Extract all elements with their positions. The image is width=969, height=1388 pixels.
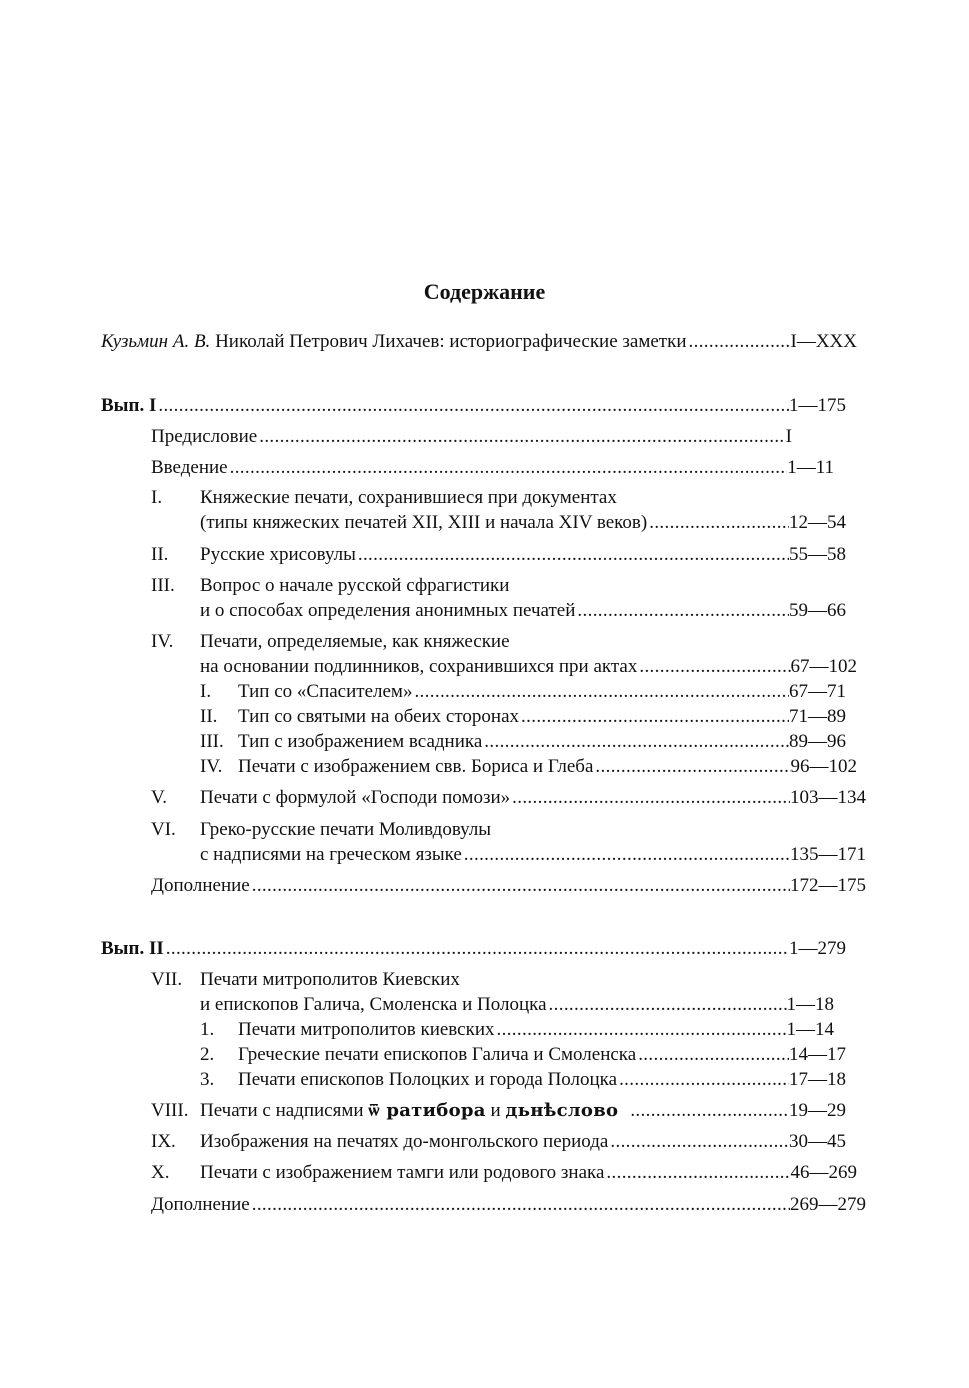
intro-title: Николай Петрович Лихачев: историографические заметки xyxy=(215,331,687,352)
dot-leader xyxy=(250,874,790,898)
ch8-number: VIII. xyxy=(151,1100,189,1121)
dot-leader xyxy=(647,511,789,535)
ch7-sub1-pages: 1—14 xyxy=(786,1019,834,1040)
vol2-supplement-title: Дополнение xyxy=(151,1194,250,1215)
dot-leader xyxy=(617,1068,789,1092)
introduction-pages: 1—11 xyxy=(787,457,834,478)
toc-entry-ch6[interactable] xyxy=(200,843,866,867)
dot-leader xyxy=(510,786,790,810)
preface-pages: I xyxy=(785,426,792,447)
vol2-label: Вып. II xyxy=(101,938,164,959)
ch9-title: Изображения на печатях до-монгольского периода xyxy=(200,1131,609,1152)
ch2-title: Русские хрисовулы xyxy=(200,544,356,565)
ch1-title-line1[interactable]: Княжеские печати, сохранившиеся при документах xyxy=(200,487,617,508)
ch5-pages: 103—134 xyxy=(790,787,866,808)
toc-entry-vol1-supplement[interactable] xyxy=(151,874,866,898)
ch2-pages: 55—58 xyxy=(789,544,846,565)
toc-entry-ch4[interactable] xyxy=(200,655,857,679)
toc-entry-ch9[interactable] xyxy=(200,1130,846,1154)
toc-entry-ch7-sub1[interactable] xyxy=(238,1018,834,1042)
ch4-sub3-number: III. xyxy=(200,731,224,752)
toc-entry-preface[interactable] xyxy=(151,425,792,449)
dot-leader xyxy=(156,394,789,418)
dot-leader xyxy=(637,655,790,679)
vol1-supplement-title: Дополнение xyxy=(151,875,250,896)
ch7-sub3-pages: 17—18 xyxy=(789,1069,846,1090)
ch4-sub1-title: Тип со «Спасителем» xyxy=(238,681,413,702)
ch4-pages: 67—102 xyxy=(790,656,857,677)
vol2-supplement-pages: 269—279 xyxy=(790,1194,866,1215)
intro-pages: I—XXX xyxy=(790,331,857,352)
toc-entry-vol1[interactable] xyxy=(101,394,846,418)
toc-entry-ch7-sub2[interactable] xyxy=(238,1043,846,1067)
ch4-sub1-pages: 67—71 xyxy=(789,681,846,702)
ch10-number: X. xyxy=(151,1162,170,1183)
vol1-supplement-pages: 172—175 xyxy=(790,875,866,896)
ch5-number: V. xyxy=(151,787,168,808)
ch1-number: I. xyxy=(151,487,163,508)
toc-entry-ch4-sub4[interactable] xyxy=(238,755,857,779)
dot-leader xyxy=(164,937,789,961)
ch4-sub4-pages: 96—102 xyxy=(790,756,857,777)
toc-entry-vol2-supplement[interactable] xyxy=(151,1193,866,1217)
toc-entry-ch7[interactable] xyxy=(200,993,834,1017)
intro-author: Кузьмин А. В. xyxy=(101,331,211,352)
preface-title: Предисловие xyxy=(151,426,258,447)
toc-entry-introduction[interactable] xyxy=(151,456,834,480)
ch4-title-line1[interactable]: Печати, определяемые, как княжеские xyxy=(200,631,510,652)
ch4-sub4-title: Печати с изображением свв. Бориса и Глеба xyxy=(238,756,594,777)
toc-entry-ch4-sub2[interactable] xyxy=(238,705,846,729)
vol2-pages: 1—279 xyxy=(789,938,846,959)
vol1-pages: 1—175 xyxy=(789,395,846,416)
dot-leader xyxy=(593,755,790,779)
ch6-title-line1[interactable]: Греко-русские печати Моливдовулы xyxy=(200,819,492,840)
ch7-title-line1[interactable]: Печати митрополитов Киевских xyxy=(200,969,460,990)
toc-entry-intro[interactable] xyxy=(101,330,857,354)
ch4-sub1-number: I. xyxy=(200,681,212,702)
ch4-sub3-title: Тип с изображением всадника xyxy=(238,731,483,752)
ch1-pages: 12—54 xyxy=(789,512,846,533)
dot-leader xyxy=(636,1043,789,1067)
vol1-label: Вып. I xyxy=(101,395,157,416)
ch8-conjunction: и xyxy=(490,1100,501,1121)
dot-leader xyxy=(356,543,789,567)
ch4-number: IV. xyxy=(151,631,174,652)
ch7-sub3-title: Печати епископов Полоцких и города Полоцка xyxy=(238,1069,618,1090)
toc-entry-vol2[interactable] xyxy=(101,937,846,961)
ch8-inscription-1: ѿ ратибора xyxy=(368,1100,486,1121)
ch3-number: III. xyxy=(151,575,175,596)
dot-leader xyxy=(519,705,789,729)
toc-entry-ch3[interactable] xyxy=(200,599,846,623)
dot-leader xyxy=(250,1193,790,1217)
ch6-title-line2: с надписями на греческом языке xyxy=(200,844,462,865)
dot-leader xyxy=(575,599,789,623)
dot-leader xyxy=(495,1018,787,1042)
ch10-pages: 46—269 xyxy=(790,1162,857,1183)
dot-leader xyxy=(228,456,788,480)
ch1-title-line2: (типы княжеских печатей XII, XIII и начала XIV веков) xyxy=(200,512,648,533)
ch7-sub1-number: 1. xyxy=(200,1019,215,1040)
toc-entry-ch4-sub3[interactable] xyxy=(238,730,846,754)
toc-entry-ch8[interactable] xyxy=(200,1099,846,1123)
ch9-pages: 30—45 xyxy=(789,1131,846,1152)
dot-leader xyxy=(462,843,790,867)
ch4-sub2-number: II. xyxy=(200,706,218,727)
ch10-title: Печати с изображением тамги или родового знака xyxy=(200,1162,605,1183)
ch5-title: Печати с формулой «Господи помози» xyxy=(200,787,511,808)
ch2-number: II. xyxy=(151,544,169,565)
ch3-title-line2: и о способах определения анонимных печатей xyxy=(200,600,576,621)
toc-entry-ch5[interactable] xyxy=(200,786,866,810)
dot-leader xyxy=(608,1130,789,1154)
ch7-sub2-pages: 14—17 xyxy=(789,1044,846,1065)
ch3-title-line1[interactable]: Вопрос о начале русской сфрагистики xyxy=(200,575,510,596)
ch8-inscription-2: дьнѣслово xyxy=(505,1100,619,1121)
page-title: Содержание xyxy=(423,279,546,304)
ch4-sub2-title: Тип со святыми на обеих сторонах xyxy=(238,706,520,727)
ch4-sub2-pages: 71—89 xyxy=(789,706,846,727)
ch6-pages: 135—171 xyxy=(790,844,866,865)
toc-entry-ch1[interactable] xyxy=(200,511,846,535)
ch8-title-prefix: Печати с надписями xyxy=(200,1100,364,1121)
ch7-sub2-title: Греческие печати епископов Галича и Смоленска xyxy=(238,1044,637,1065)
ch4-sub3-pages: 89—96 xyxy=(789,731,846,752)
dot-leader xyxy=(628,1099,789,1123)
toc-entry-ch10[interactable] xyxy=(200,1161,857,1185)
dot-leader xyxy=(687,330,791,354)
ch7-title-line2: и епископов Галича, Смоленска и Полоцка xyxy=(200,994,547,1015)
dot-leader xyxy=(257,425,785,449)
dot-leader xyxy=(482,730,789,754)
ch3-pages: 59—66 xyxy=(789,600,846,621)
dot-leader xyxy=(604,1161,790,1185)
ch8-pages: 19—29 xyxy=(789,1100,846,1121)
ch9-number: IX. xyxy=(151,1131,176,1152)
toc-entry-ch2[interactable] xyxy=(200,543,846,567)
ch7-sub3-number: 3. xyxy=(200,1069,215,1090)
introduction-title: Введение xyxy=(151,457,228,478)
ch7-sub1-title: Печати митрополитов киевских xyxy=(238,1019,495,1040)
ch4-sub4-number: IV. xyxy=(200,756,223,777)
ch7-number: VII. xyxy=(151,969,183,990)
dot-leader xyxy=(412,680,789,704)
dot-leader xyxy=(547,993,787,1017)
toc-entry-ch4-sub1[interactable] xyxy=(238,680,846,704)
ch7-sub2-number: 2. xyxy=(200,1044,215,1065)
ch7-pages: 1—18 xyxy=(786,994,834,1015)
ch6-number: VI. xyxy=(151,819,176,840)
ch4-title-line2: на основании подлинников, сохранившихся при актах xyxy=(200,656,638,677)
toc-entry-ch7-sub3[interactable] xyxy=(238,1068,846,1092)
